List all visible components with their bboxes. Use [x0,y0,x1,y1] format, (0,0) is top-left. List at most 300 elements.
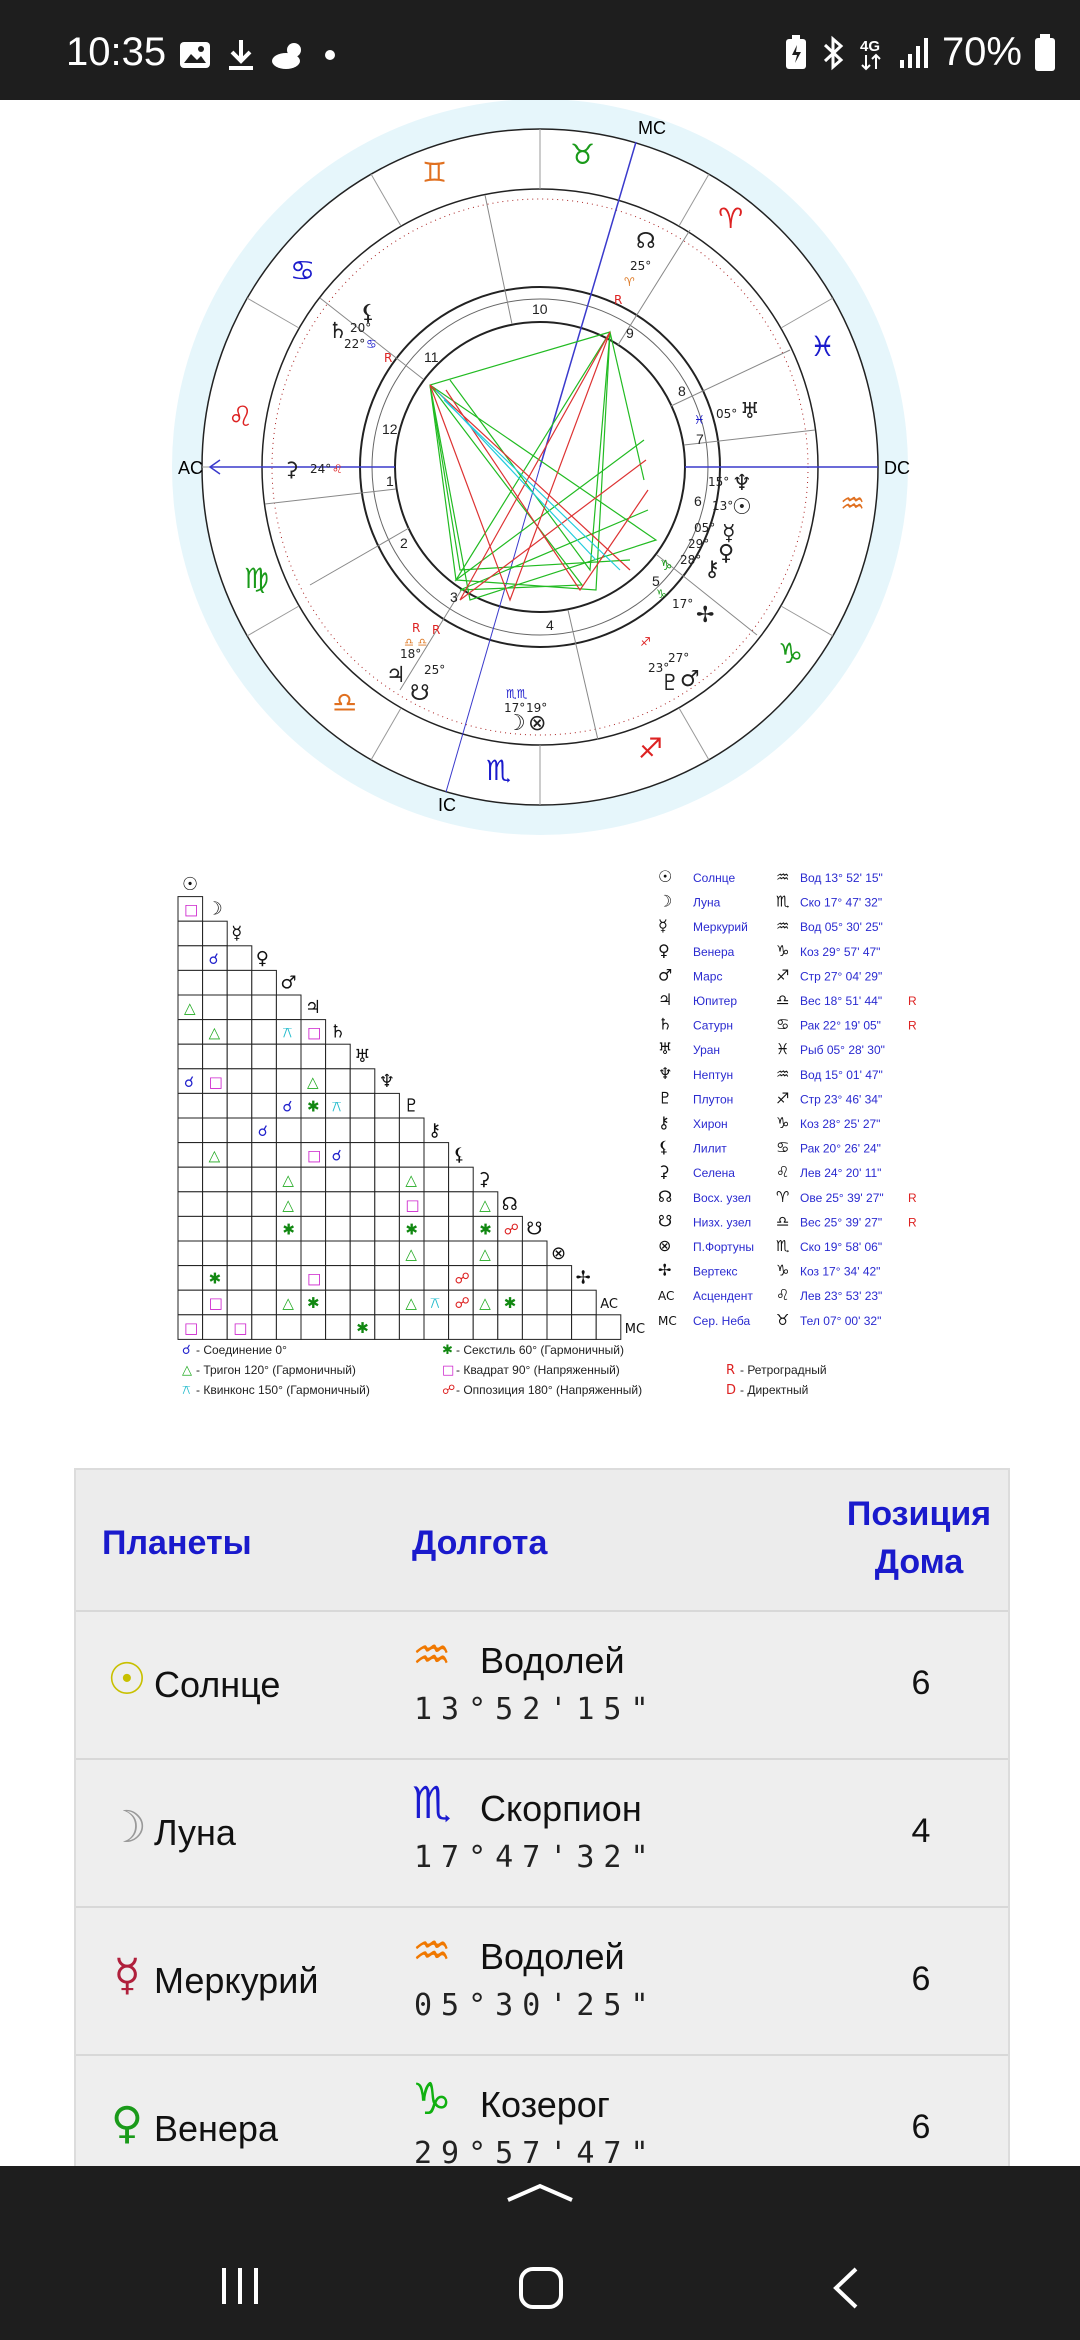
header-house [834,1490,1004,1586]
grid-cell [301,1118,326,1143]
venus-glyph: ♀ [718,541,735,566]
grid-cell [522,1241,547,1266]
legend-planet-symbol: ⚷ [658,1113,670,1132]
grid-cell [276,995,301,1020]
legend-position: Рыб 05° 28' 30" [800,1043,885,1058]
grid-diagonal-symbol: ☿ [231,923,243,945]
house-value: 6 [911,1960,931,1998]
jupiter-glyph: ♃ [386,663,406,688]
grid-cell [449,1167,474,1192]
grid-cell [203,1241,228,1266]
grid-cell [350,1069,375,1094]
grid-cell [227,1143,252,1168]
moon-glyph: ☽ [506,711,526,736]
navigation-bar [0,2166,1080,2340]
aspect-mark: ⚻ [430,1294,440,1313]
pisces-mark: ♓ [694,413,705,427]
house-2: 2 [400,535,408,551]
legend-sign-symbol: ♌ [776,1286,790,1305]
aspect-mark: ☍ [454,1294,470,1313]
legend-retro-mark: R [908,1215,917,1230]
legend-planet-symbol: ♂ [658,965,673,985]
grid-cell [301,1216,326,1241]
grid-cell [572,1315,597,1340]
grid-diagonal-symbol: ♅ [354,1046,371,1068]
selena-glyph: ⚳ [284,457,299,481]
zodiac-name: Скорпион [480,1788,642,1829]
legend-planet-name: П.Фортуны [693,1240,755,1254]
aspect-mark: △ [479,1294,491,1313]
grid-cell [252,1290,277,1315]
legend-position: Коз 29° 57' 47" [800,944,881,959]
grid-cell [522,1266,547,1291]
grid-cell [547,1290,572,1315]
header-house-line2: Дома [874,1543,964,1581]
legend-planet-symbol: ⚸ [658,1137,670,1157]
key-text: - Соединение 0° [196,1343,287,1357]
legend-position: Стр 23° 46' 34" [800,1092,883,1107]
mars-degree: 27° [668,651,690,665]
south-node-glyph: ☋ [410,681,430,706]
house-5: 5 [652,573,660,589]
house-3: 3 [450,589,458,605]
key-text: - Квадрат 90° (Напряженный) [456,1363,620,1377]
grid-cell [227,1216,252,1241]
sun-degree: 13° [712,499,734,513]
aspect-mark: □ [208,1294,223,1313]
legend-sign-symbol: ♏ [776,892,790,911]
aspect-mark: ☌ [331,1146,342,1165]
leo-mark: ♌ [332,462,343,476]
selena-degree: 24° [310,462,332,476]
signal-icon [898,36,930,70]
legend-position: Рак 22° 19' 05" [800,1018,881,1033]
legend-sign-symbol: ♎ [776,991,790,1009]
legend-planet-symbol: MC [658,1313,677,1328]
grid-cell [399,1143,424,1168]
key-text: - Секстиль 60° (Гармоничный) [456,1343,624,1357]
aspect-mark: □ [307,1146,322,1165]
grid-cell [424,1143,449,1168]
house-value: 4 [911,1812,931,1850]
aspect-mark: ✱ [307,1097,320,1116]
grid-diagonal-symbol: ☉ [182,874,199,895]
legend-planet-symbol: ☿ [658,916,668,936]
grid-diagonal-symbol: ♂ [280,972,297,994]
grid-cell [424,1315,449,1340]
aspect-mark: △ [282,1171,294,1190]
legend-retro-mark: R [908,1190,917,1205]
grid-cell [178,1143,203,1168]
degree-value: 29°57'47" [414,2136,658,2166]
grid-cell [424,1216,449,1241]
grid-cell [227,1290,252,1315]
legend-planet-symbol: ♃ [658,990,673,1009]
grid-cell [301,1241,326,1266]
network-label: 4G [859,37,880,55]
dc-label: DC [884,458,910,478]
aspect-mark: △ [479,1245,491,1263]
house-6: 6 [694,493,702,509]
grid-diagonal-symbol: ♇ [403,1095,420,1117]
grid-cell [178,1241,203,1266]
retro-mark-4: R [432,623,441,637]
back-button[interactable] [830,2266,860,2310]
aspect-mark: △ [208,1023,221,1042]
house-value: 6 [911,2108,931,2146]
dot-icon [324,49,336,61]
grid-cell [252,1266,277,1291]
grid-cell [424,1266,449,1291]
mercury-icon: ☿ [113,1950,141,2001]
grid-cell [301,1167,326,1192]
grid-cell [252,1020,277,1045]
grid-cell [375,1216,400,1241]
retro-mark-3: R [412,621,421,635]
legend-planet-name: Лилит [693,1141,727,1156]
grid-cell [276,1118,301,1143]
house-10: 10 [532,301,548,317]
grid-cell [375,1241,400,1266]
grid-cell [522,1315,547,1340]
sun-glyph: ☉ [732,495,752,520]
4g-icon [858,35,886,71]
key-mark: ☍ [442,1383,456,1398]
table-row[interactable] [76,1612,1008,1760]
legend-position: Тел 07° 00' 32" [800,1313,882,1328]
grid-cell [178,970,203,995]
key-mark: D [726,1383,737,1398]
aspect-mark: □ [405,1195,420,1214]
legend-planet-name: Селена [693,1166,735,1181]
grid-cell [350,1192,375,1217]
recent-apps-button[interactable] [218,2266,262,2306]
status-time: 10:35 [66,30,167,74]
grid-cell [227,946,252,971]
grid-diagonal-symbol: ☽ [206,898,223,920]
grid-cell [203,1044,228,1069]
aspect-mark: △ [405,1171,417,1190]
grid-cell [375,1143,400,1168]
grid-cell [252,1167,277,1192]
grid-cell [350,1290,375,1315]
legend-planet-name: Нептун [693,1067,734,1082]
grid-cell [252,1192,277,1217]
neptune-glyph: ♆ [732,471,752,496]
north-node-mark: ♈ [624,275,635,289]
degree-value: 05°30'25" [414,1988,658,2023]
legend-planet-symbol: ♄ [658,1014,673,1034]
south-node-degree: 25° [424,663,446,677]
legend-sign-symbol: ♓ [776,1040,790,1059]
grid-cell [227,1044,252,1069]
pluto-glyph: ♇ [660,671,680,696]
aspect-grid-svg [160,850,920,1510]
legend-planet-name: Асцендент [693,1289,753,1304]
grid-cell [350,1118,375,1143]
zodiac-name: Водолей [480,1936,625,1977]
grid-cell [326,1192,351,1217]
house-11: 11 [424,349,439,365]
legend-planet-name: Низх. узел [693,1215,752,1230]
house-12: 12 [382,421,398,437]
aquarius-icon: ♒ [412,1926,452,1977]
north-node-glyph: ☊ [636,229,656,254]
aspect-grid [160,850,920,1510]
planet-name: Солнце [154,1664,281,1705]
aspect-mark: ⚻ [331,1097,342,1116]
grid-cell [326,1118,351,1143]
legend-planet-symbol: ☉ [658,867,673,886]
saturn-degree-2: 22° [344,337,366,351]
key-mark: R [726,1363,736,1378]
natal-chart-svg [160,100,920,840]
legend-planet-symbol: ♀ [658,940,670,960]
moon-icon: ☽ [107,1802,147,1853]
legend-sign-symbol: ♎ [776,1212,790,1231]
grid-cell [252,1216,277,1241]
aspect-mark: ✱ [479,1220,492,1239]
legend-sign-symbol: ♒ [776,868,790,886]
virgo-glyph: ♍ [244,562,270,595]
vertex-degree: 17° [672,597,694,611]
grid-cell [252,1044,277,1069]
grid-cell [252,1241,277,1266]
sun-icon: ☉ [107,1654,147,1705]
aspect-mark: ☌ [208,949,219,968]
legend-sign-symbol: ♑ [776,1114,790,1132]
grid-cell [596,1315,621,1340]
chiron-degree: 28° [680,553,702,567]
moon-degree: 17° [504,701,526,715]
legend-position: Стр 27° 04' 29" [800,969,883,984]
key-text: - Ретроградный [740,1363,827,1377]
grid-cell [326,1216,351,1241]
legend-planet-name: Луна [693,895,721,910]
grid-cell [227,995,252,1020]
aspect-mark: ✱ [282,1220,295,1239]
grid-cell [326,1241,351,1266]
legend-sign-symbol: ♐ [776,1089,790,1108]
grid-diagonal-symbol: ⚸ [452,1144,466,1166]
legend-sign-symbol: ♒ [776,917,790,936]
legend-position: Вес 18° 51' 44" [800,994,883,1008]
grid-cell [326,1167,351,1192]
legend-planet-name: Хирон [693,1117,728,1131]
aspect-mark: △ [282,1294,294,1313]
grid-cell [350,1266,375,1291]
grid-cell [203,1167,228,1192]
legend-planet-name: Уран [693,1043,721,1058]
legend-sign-symbol: ♑ [776,1261,790,1280]
grid-cell [252,1093,277,1118]
status-left-icons [178,38,336,72]
table-row[interactable] [76,1760,1008,1908]
capricorn-glyph: ♑ [778,637,804,670]
grid-cell [498,1241,523,1266]
legend-planet-symbol: ☽ [658,891,673,911]
grid-cell [301,1044,326,1069]
legend-retro-mark: R [908,1018,917,1033]
grid-cell [326,1069,351,1094]
grid-cell [276,1241,301,1266]
grid-cell [326,1044,351,1069]
mercury-degree: 05° [694,521,716,535]
grid-cell [375,1167,400,1192]
grid-cell [203,1315,228,1340]
jupiter-degree: 18° [400,647,422,661]
legend-position: Вес 25° 39' 27" [800,1215,883,1230]
grid-cell [227,1167,252,1192]
sagittarius-glyph: ♐ [638,732,664,765]
home-button[interactable] [518,2266,564,2310]
grid-diagonal-symbol: ⊗ [551,1243,567,1264]
grid-cell [399,1118,424,1143]
grid-cell [178,1044,203,1069]
legend-planet-symbol: ☋ [658,1211,673,1231]
cancer-glyph: ♋ [290,254,316,287]
saturn-glyph: ♄ [328,319,348,344]
legend-planet-name: Венера [693,944,735,959]
legend-planet-symbol: AC [658,1289,675,1304]
legend-position: Коз 28° 25' 27" [800,1117,881,1131]
grid-cell [227,1020,252,1045]
grid-cell [252,1315,277,1340]
planet-table [74,1468,1010,2166]
legend-sign-symbol: ♋ [776,1138,790,1157]
zodiac-name: Водолей [480,1640,625,1681]
grid-cell [375,1093,400,1118]
grid-cell [276,1069,301,1094]
grid-diagonal-symbol: ♃ [305,997,322,1018]
grid-cell [203,995,228,1020]
vertex-glyph: ✢ [696,603,715,628]
house-value: 6 [911,1664,931,1702]
grid-diagonal-symbol: AC [600,1297,618,1313]
grid-cell [547,1266,572,1291]
grid-cell [350,1093,375,1118]
aspect-mark: ☌ [282,1097,293,1116]
cancer-mark: ♋ [366,337,377,351]
status-bar [0,0,1080,100]
grid-cell [252,1069,277,1094]
capricorn-mark-2: ♑ [656,587,667,601]
grid-cell [326,1315,351,1340]
mars-glyph: ♂ [680,667,700,692]
aspect-mark: △ [184,999,196,1017]
battery-percent: 70% [941,30,1022,74]
weather-icon [270,40,310,70]
grid-cell [203,921,228,946]
legend-position: Ско 17° 47' 32" [800,895,883,910]
house-8: 8 [678,383,686,399]
natal-chart [160,100,920,840]
scorpio-glyph: ♏ [486,754,512,787]
gemini-glyph: ♊ [422,156,448,189]
house-4: 4 [546,617,554,633]
legend-planet-name: Солнце [693,871,736,885]
aspect-mark: ✱ [356,1318,369,1337]
grid-cell [203,1093,228,1118]
aspect-mark: ☌ [184,1072,195,1091]
image-icon [178,40,212,70]
degree-value: 17°47'32" [414,1840,658,1875]
mc-label: MC [638,118,666,138]
aspect-mark: △ [405,1245,417,1263]
lilith-glyph: ⚸ [360,301,377,326]
content-area[interactable] [0,100,1080,2166]
venus-icon: ♀ [110,2098,144,2149]
legend-planet-symbol: ♇ [658,1088,673,1108]
legend-position: Ско 19° 58' 06" [800,1240,883,1254]
grid-cell [203,1192,228,1217]
capricorn-icon: ♑ [412,2074,452,2125]
table-row[interactable] [76,1908,1008,2056]
grid-cell [178,946,203,971]
grid-cell [375,1315,400,1340]
degree-value: 13°52'15" [414,1692,658,1727]
grid-diagonal-symbol: ♀ [255,947,269,969]
neptune-degree: 15° [708,475,730,489]
grid-cell [276,1266,301,1291]
grid-diagonal-symbol: ♆ [378,1070,395,1092]
retro-mark-1: R [614,293,623,307]
grid-cell [276,1044,301,1069]
aspect-mark: ⚻ [282,1023,293,1042]
grid-cell [276,1315,301,1340]
grid-cell [375,1290,400,1315]
legend-sign-symbol: ♑ [776,941,790,960]
uranus-degree: 05° [716,407,738,421]
legend-planet-symbol: ⊗ [658,1236,672,1255]
aspect-mark: △ [307,1072,319,1091]
north-node-degree: 25° [630,259,652,273]
venus-degree: 29° [688,537,710,551]
grid-cell [252,970,277,995]
legend-position: Лев 23° 53' 23" [800,1289,883,1304]
legend-planet-symbol: ⚳ [658,1162,670,1182]
grid-cell [449,1241,474,1266]
retro-mark-2: R [384,351,393,365]
pisces-glyph: ♓ [810,330,836,363]
libra-glyph: ♎ [332,686,358,719]
ic-label: IC [438,795,456,815]
libra-mark: ♎ ♎ [404,636,428,649]
ac-label: AC [178,458,204,478]
grid-cell [178,1020,203,1045]
table-row[interactable] [76,2056,1008,2166]
grid-cell [252,995,277,1020]
aspect-mark: ✱ [405,1220,418,1239]
saturn-degree: 20° [350,321,372,335]
aspect-mark: △ [479,1195,491,1214]
grid-cell [203,1216,228,1241]
grid-cell [203,970,228,995]
grid-cell [375,1192,400,1217]
scorpio-mark: ♏♏ [506,687,528,701]
grid-cell [178,1266,203,1291]
grid-cell [375,1266,400,1291]
leo-glyph: ♌ [228,400,254,433]
grid-cell [326,1290,351,1315]
chevron-up-icon[interactable] [506,2180,574,2202]
key-text: - Оппозиция 180° (Напряженный) [456,1383,643,1397]
legend-position: Вод 15° 01' 47" [800,1067,883,1082]
grid-cell [227,1093,252,1118]
grid-diagonal-symbol: MC [624,1321,646,1337]
legend-retro-mark: R [908,994,917,1008]
legend-planet-name: Вертекс [693,1264,738,1279]
